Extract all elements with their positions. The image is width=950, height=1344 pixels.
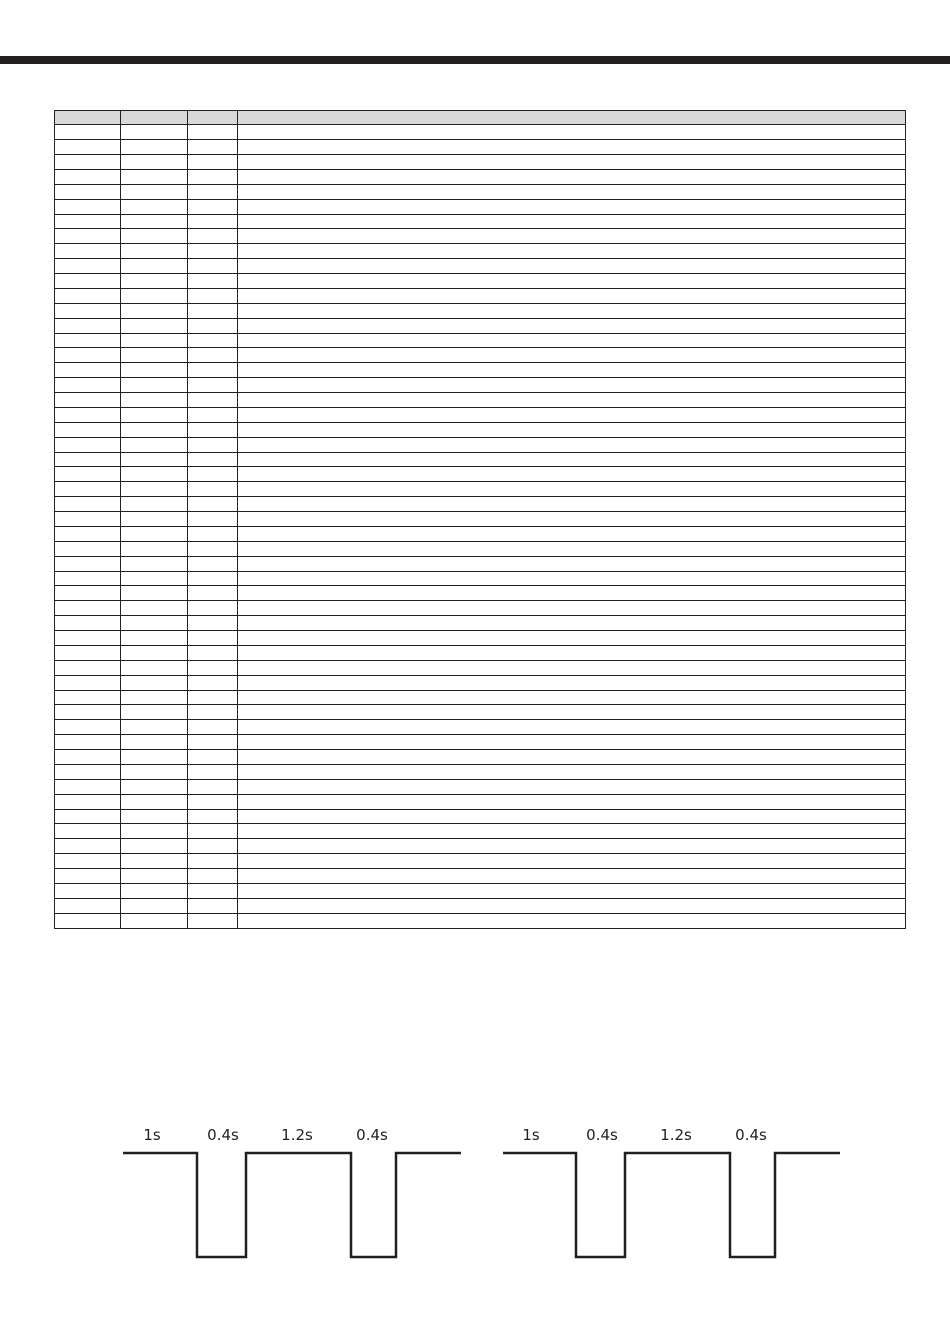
table-cell: [188, 482, 238, 497]
table-cell: [121, 422, 188, 437]
table-cell: [238, 675, 906, 690]
table-cell: [55, 735, 121, 750]
table-cell: [55, 169, 121, 184]
table-cell: [55, 571, 121, 586]
table-cell: [121, 705, 188, 720]
table-cell: [188, 809, 238, 824]
table-cell: [188, 839, 238, 854]
table-cell: [121, 363, 188, 378]
table-row: [55, 660, 906, 675]
table-cell: [121, 898, 188, 913]
table-cell: [188, 214, 238, 229]
table-row: [55, 898, 906, 913]
table-cell: [188, 690, 238, 705]
table-cell: [238, 497, 906, 512]
table-cell: [121, 497, 188, 512]
table-cell: [121, 214, 188, 229]
table-cell: [238, 764, 906, 779]
table-cell: [121, 660, 188, 675]
table-row: [55, 303, 906, 318]
table-cell: [121, 571, 188, 586]
table-cell: [121, 735, 188, 750]
table-cell: [55, 199, 121, 214]
table-row: [55, 184, 906, 199]
table-cell: [188, 363, 238, 378]
table-row: [55, 869, 906, 884]
table-row: [55, 288, 906, 303]
table-cell: [188, 422, 238, 437]
table-row: [55, 363, 906, 378]
table-row: [55, 229, 906, 244]
table-row: [55, 155, 906, 170]
table-cell: [188, 735, 238, 750]
table-cell: [55, 407, 121, 422]
table-cell: [238, 705, 906, 720]
table-cell: [121, 378, 188, 393]
table-cell: [238, 735, 906, 750]
table-cell: [188, 750, 238, 765]
table-row: [55, 482, 906, 497]
table-row: [55, 378, 906, 393]
table-cell: [238, 541, 906, 556]
table-cell: [121, 303, 188, 318]
table-cell: [55, 184, 121, 199]
table-cell: [238, 601, 906, 616]
table-cell: [238, 274, 906, 289]
table-cell: [55, 482, 121, 497]
table-cell: [238, 140, 906, 155]
table-row: [55, 720, 906, 735]
header-rule: [0, 56, 950, 64]
table-row: [55, 750, 906, 765]
table-cell: [238, 393, 906, 408]
table-cell: [55, 318, 121, 333]
table-row: [55, 645, 906, 660]
table-row: [55, 601, 906, 616]
table-row: [55, 631, 906, 646]
table-cell: [121, 839, 188, 854]
table-row: [55, 407, 906, 422]
waveform-right-label-1: 1s: [522, 1126, 540, 1144]
table-cell: [188, 155, 238, 170]
table-cell: [121, 764, 188, 779]
waveform-right-label-2: 0.4s: [586, 1126, 618, 1144]
table-cell: [121, 288, 188, 303]
table-cell: [188, 407, 238, 422]
table-cell: [55, 274, 121, 289]
table-cell: [55, 645, 121, 660]
table-row: [55, 839, 906, 854]
table-row: [55, 705, 906, 720]
table-cell: [238, 214, 906, 229]
table-cell: [188, 348, 238, 363]
table-cell: [188, 764, 238, 779]
column-header-4: [238, 111, 906, 125]
table-cell: [238, 363, 906, 378]
table-cell: [55, 348, 121, 363]
table-cell: [121, 125, 188, 140]
table-cell: [188, 437, 238, 452]
table-cell: [55, 883, 121, 898]
table-cell: [55, 690, 121, 705]
table-cell: [188, 720, 238, 735]
table-cell: [188, 393, 238, 408]
data-table: [54, 110, 906, 929]
table-cell: [121, 824, 188, 839]
table-cell: [121, 318, 188, 333]
table-cell: [238, 586, 906, 601]
table-cell: [238, 452, 906, 467]
table-cell: [188, 675, 238, 690]
table-row: [55, 125, 906, 140]
table-cell: [188, 586, 238, 601]
column-header-3: [188, 111, 238, 125]
table-cell: [121, 556, 188, 571]
waveform-left-label-3: 1.2s: [281, 1126, 313, 1144]
column-header-2: [121, 111, 188, 125]
table-cell: [55, 333, 121, 348]
table-row: [55, 437, 906, 452]
table-cell: [238, 645, 906, 660]
table-cell: [188, 601, 238, 616]
table-cell: [55, 764, 121, 779]
table-cell: [121, 586, 188, 601]
waveform-left-label-4: 0.4s: [356, 1126, 388, 1144]
table-cell: [238, 779, 906, 794]
table-cell: [188, 660, 238, 675]
table-cell: [188, 199, 238, 214]
table-cell: [188, 452, 238, 467]
table-cell: [121, 512, 188, 527]
table-cell: [55, 869, 121, 884]
waveform-left-line: [123, 1153, 461, 1257]
table-cell: [188, 631, 238, 646]
table-cell: [238, 199, 906, 214]
table-row: [55, 259, 906, 274]
table-cell: [188, 184, 238, 199]
waveform-left-label-2: 0.4s: [207, 1126, 239, 1144]
table-row: [55, 883, 906, 898]
table-row: [55, 274, 906, 289]
table-cell: [238, 155, 906, 170]
table-cell: [55, 452, 121, 467]
table-cell: [238, 913, 906, 928]
table-row: [55, 526, 906, 541]
table-cell: [121, 883, 188, 898]
table-cell: [121, 675, 188, 690]
table-cell: [188, 794, 238, 809]
table-row: [55, 393, 906, 408]
table-row: [55, 452, 906, 467]
table-cell: [121, 779, 188, 794]
table-cell: [238, 437, 906, 452]
table-cell: [55, 616, 121, 631]
table-cell: [55, 467, 121, 482]
table-cell: [238, 244, 906, 259]
table-cell: [238, 482, 906, 497]
table-cell: [188, 526, 238, 541]
table-cell: [238, 169, 906, 184]
table-cell: [238, 288, 906, 303]
table-row: [55, 348, 906, 363]
table-cell: [55, 779, 121, 794]
table-row: [55, 214, 906, 229]
table-row: [55, 616, 906, 631]
table-cell: [188, 274, 238, 289]
table-cell: [55, 601, 121, 616]
table-cell: [55, 675, 121, 690]
table-cell: [55, 809, 121, 824]
table-cell: [121, 274, 188, 289]
table-cell: [238, 348, 906, 363]
table-cell: [55, 898, 121, 913]
table-cell: [238, 794, 906, 809]
table-cell: [121, 229, 188, 244]
table-cell: [238, 750, 906, 765]
table-cell: [121, 184, 188, 199]
table-cell: [55, 288, 121, 303]
table-row: [55, 318, 906, 333]
table-row: [55, 913, 906, 928]
table-row: [55, 675, 906, 690]
table-cell: [188, 883, 238, 898]
table-cell: [188, 318, 238, 333]
table-cell: [188, 288, 238, 303]
table-cell: [238, 660, 906, 675]
table-cell: [55, 303, 121, 318]
table-row: [55, 333, 906, 348]
table-cell: [238, 467, 906, 482]
table-cell: [55, 497, 121, 512]
table-cell: [121, 645, 188, 660]
table-cell: [238, 631, 906, 646]
table-cell: [238, 898, 906, 913]
table-cell: [188, 512, 238, 527]
table-cell: [55, 541, 121, 556]
table-cell: [55, 422, 121, 437]
table-cell: [238, 556, 906, 571]
table-cell: [188, 854, 238, 869]
table-cell: [55, 214, 121, 229]
table-cell: [238, 839, 906, 854]
table-cell: [238, 616, 906, 631]
table-cell: [188, 259, 238, 274]
table-cell: [121, 199, 188, 214]
table-cell: [238, 883, 906, 898]
table-cell: [238, 184, 906, 199]
table-row: [55, 556, 906, 571]
table-row: [55, 512, 906, 527]
table-row: [55, 571, 906, 586]
table-cell: [188, 541, 238, 556]
table-cell: [55, 839, 121, 854]
table-cell: [188, 705, 238, 720]
table-cell: [238, 422, 906, 437]
table-cell: [188, 229, 238, 244]
table-cell: [238, 869, 906, 884]
table-cell: [55, 854, 121, 869]
table-cell: [188, 497, 238, 512]
table-cell: [188, 333, 238, 348]
table-cell: [238, 125, 906, 140]
table-cell: [121, 854, 188, 869]
table-cell: [188, 125, 238, 140]
table-cell: [188, 467, 238, 482]
table-cell: [121, 452, 188, 467]
table-cell: [121, 393, 188, 408]
waveform-left-label-1: 1s: [143, 1126, 161, 1144]
table-row: [55, 764, 906, 779]
table-cell: [121, 720, 188, 735]
table-cell: [188, 898, 238, 913]
table-cell: [238, 512, 906, 527]
table-cell: [188, 244, 238, 259]
table-cell: [121, 809, 188, 824]
table-cell: [238, 809, 906, 824]
table-cell: [238, 333, 906, 348]
table-cell: [55, 556, 121, 571]
table-cell: [55, 393, 121, 408]
table-cell: [121, 616, 188, 631]
table-cell: [55, 363, 121, 378]
table-row: [55, 854, 906, 869]
table-cell: [55, 794, 121, 809]
table-row: [55, 169, 906, 184]
table-cell: [188, 824, 238, 839]
table-cell: [188, 378, 238, 393]
waveform-right-label-3: 1.2s: [660, 1126, 692, 1144]
table-row: [55, 824, 906, 839]
table-cell: [55, 229, 121, 244]
table-cell: [188, 913, 238, 928]
table-cell: [188, 616, 238, 631]
table-cell: [121, 482, 188, 497]
table-row: [55, 779, 906, 794]
table-cell: [238, 259, 906, 274]
table-cell: [121, 244, 188, 259]
table-cell: [121, 913, 188, 928]
table-row: [55, 541, 906, 556]
table-cell: [121, 690, 188, 705]
table-cell: [121, 155, 188, 170]
table-cell: [121, 526, 188, 541]
table-cell: [238, 318, 906, 333]
table-cell: [121, 541, 188, 556]
waveform-right-line: [503, 1153, 840, 1257]
table-cell: [238, 824, 906, 839]
table-cell: [238, 854, 906, 869]
table-cell: [188, 645, 238, 660]
table-cell: [188, 140, 238, 155]
table-row: [55, 422, 906, 437]
table-cell: [55, 140, 121, 155]
table-cell: [55, 750, 121, 765]
table-row: [55, 794, 906, 809]
table-cell: [121, 437, 188, 452]
table-cell: [121, 601, 188, 616]
table-cell: [55, 631, 121, 646]
table-cell: [121, 794, 188, 809]
table-cell: [188, 779, 238, 794]
table-cell: [55, 824, 121, 839]
table-cell: [238, 407, 906, 422]
table-row: [55, 467, 906, 482]
table-cell: [238, 720, 906, 735]
table-cell: [121, 750, 188, 765]
table-cell: [55, 705, 121, 720]
table-cell: [55, 660, 121, 675]
table-cell: [55, 125, 121, 140]
table-cell: [55, 378, 121, 393]
table-row: [55, 140, 906, 155]
table-row: [55, 497, 906, 512]
table-cell: [55, 913, 121, 928]
table-cell: [55, 437, 121, 452]
table-cell: [188, 869, 238, 884]
table-row: [55, 690, 906, 705]
table-header-row: [55, 111, 906, 125]
table-cell: [238, 690, 906, 705]
table-cell: [121, 467, 188, 482]
table-cell: [238, 571, 906, 586]
waveform-right: [503, 1126, 840, 1257]
table-cell: [55, 259, 121, 274]
table-cell: [238, 303, 906, 318]
table-cell: [121, 140, 188, 155]
table-body: [55, 125, 906, 929]
table-cell: [55, 720, 121, 735]
table-cell: [121, 259, 188, 274]
table-row: [55, 735, 906, 750]
table-cell: [55, 155, 121, 170]
column-header-1: [55, 111, 121, 125]
table-row: [55, 244, 906, 259]
waveform-right-label-4: 0.4s: [735, 1126, 767, 1144]
table-cell: [121, 407, 188, 422]
waveform-left: [123, 1126, 461, 1257]
table-cell: [55, 244, 121, 259]
table-cell: [188, 303, 238, 318]
table-row: [55, 199, 906, 214]
timing-diagram: [0, 1110, 950, 1280]
table-cell: [121, 333, 188, 348]
table-cell: [238, 229, 906, 244]
table-cell: [55, 512, 121, 527]
table-cell: [188, 571, 238, 586]
table-cell: [121, 348, 188, 363]
table-cell: [238, 378, 906, 393]
table-cell: [55, 586, 121, 601]
table-cell: [55, 526, 121, 541]
table-cell: [238, 526, 906, 541]
table-cell: [188, 169, 238, 184]
table-row: [55, 809, 906, 824]
table-cell: [121, 169, 188, 184]
table-cell: [121, 631, 188, 646]
table-cell: [188, 556, 238, 571]
table-row: [55, 586, 906, 601]
table-cell: [121, 869, 188, 884]
